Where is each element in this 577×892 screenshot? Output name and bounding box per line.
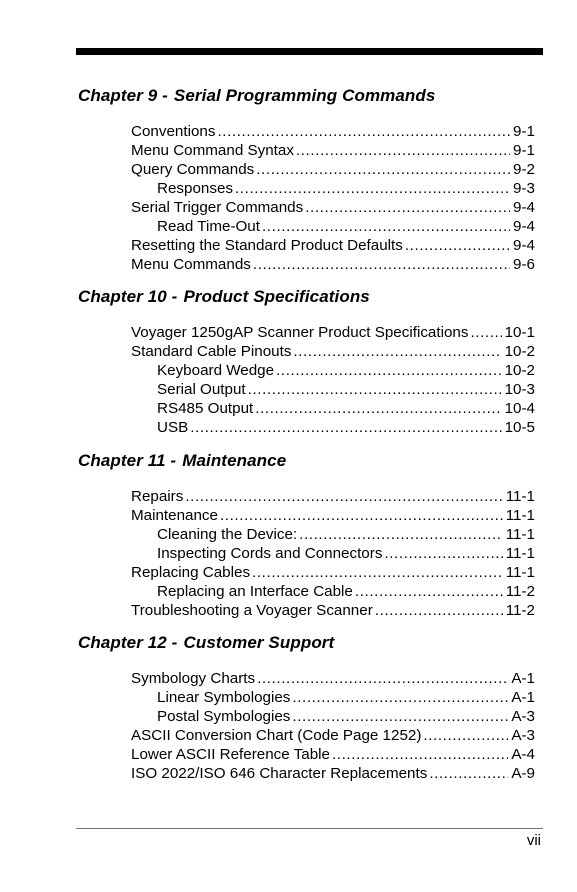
toc-entry-title: Troubleshooting a Voyager Scanner xyxy=(131,602,373,619)
toc-entry-title: Keyboard Wedge xyxy=(157,362,275,379)
toc-entry-title: Repairs xyxy=(131,488,184,505)
dot-leader xyxy=(256,160,510,179)
toc-entry[interactable] xyxy=(131,688,535,707)
toc-entry-title: Read Time-Out xyxy=(157,218,260,235)
toc-entry-page: 11-1 xyxy=(505,507,535,524)
toc-entry-page: 9-6 xyxy=(513,256,535,273)
toc-entry-page: A-3 xyxy=(511,708,535,725)
dot-leader xyxy=(384,544,502,563)
toc-entry[interactable] xyxy=(131,745,535,764)
dot-leader xyxy=(235,179,510,198)
toc-entry-page: 11-1 xyxy=(505,526,535,543)
toc-entry-page: 9-4 xyxy=(513,237,535,254)
toc-entry-title: Conventions xyxy=(131,123,216,140)
toc-entry[interactable] xyxy=(131,323,535,342)
chapter-title: Serial Programming Commands xyxy=(173,86,436,105)
dot-leader xyxy=(190,418,501,437)
chapter-label: Chapter 12 - xyxy=(78,633,178,652)
dot-leader xyxy=(276,361,502,380)
toc-entry-page: 11-1 xyxy=(505,564,535,581)
toc-entry[interactable] xyxy=(131,582,535,601)
toc-entry[interactable] xyxy=(131,160,535,179)
toc-entry-page: 9-1 xyxy=(513,142,535,159)
toc-entry-page: 9-1 xyxy=(513,123,535,140)
toc-entry-title: Replacing an Interface Cable xyxy=(157,583,353,600)
toc-entry-title: ISO 2022/ISO 646 Character Replacements xyxy=(131,765,428,782)
toc-entry-page: A-1 xyxy=(511,689,535,706)
toc-entry-title: Cleaning the Device: xyxy=(157,526,298,543)
toc-entry[interactable] xyxy=(131,380,535,399)
dot-leader xyxy=(292,707,508,726)
toc-entry-page: 10-4 xyxy=(504,400,535,417)
toc-entry-title: Linear Symbologies xyxy=(157,689,291,706)
dot-leader xyxy=(423,726,508,745)
toc-entry-title: Standard Cable Pinouts xyxy=(131,343,292,360)
toc-entry[interactable] xyxy=(131,418,535,437)
dot-leader xyxy=(255,399,501,418)
dot-leader xyxy=(332,745,508,764)
toc-entry[interactable] xyxy=(131,122,535,141)
toc-entry-page: A-1 xyxy=(511,670,535,687)
chapter-label: Chapter 10 - xyxy=(78,287,178,306)
dot-leader xyxy=(293,342,501,361)
chapter-label: Chapter 9 - xyxy=(78,86,168,105)
toc-entry-page: 10-2 xyxy=(504,343,535,360)
toc-entry[interactable] xyxy=(131,361,535,380)
toc-entry-title: ASCII Conversion Chart (Code Page 1252) xyxy=(131,727,422,744)
toc-entry-title: Symbology Charts xyxy=(131,670,256,687)
dot-leader xyxy=(305,198,510,217)
dot-leader xyxy=(429,764,508,783)
toc-entry-title: Serial Trigger Commands xyxy=(131,199,304,216)
chapter-12-entries xyxy=(131,669,535,783)
toc-entry[interactable] xyxy=(131,198,535,217)
dot-leader xyxy=(405,236,510,255)
dot-leader xyxy=(217,122,510,141)
toc-entry[interactable] xyxy=(131,179,535,198)
toc-entry-page: 10-3 xyxy=(504,381,535,398)
toc-entry-page: A-3 xyxy=(511,727,535,744)
toc-entry-page: 10-5 xyxy=(504,419,535,436)
chapter-11-heading xyxy=(78,451,286,471)
chapter-9-entries xyxy=(131,122,535,274)
chapter-title: Customer Support xyxy=(183,633,335,652)
toc-entry-page: 11-2 xyxy=(505,583,535,600)
toc-entry-title: RS485 Output xyxy=(157,400,254,417)
toc-entry[interactable] xyxy=(131,601,535,620)
dot-leader xyxy=(296,141,510,160)
dot-leader xyxy=(375,601,503,620)
page-number: vii xyxy=(526,832,541,849)
toc-entry-title: Inspecting Cords and Connectors xyxy=(157,545,383,562)
dot-leader xyxy=(252,563,503,582)
toc-entry[interactable] xyxy=(131,141,535,160)
toc-entry-title: Lower ASCII Reference Table xyxy=(131,746,330,763)
chapter-11-entries xyxy=(131,487,535,620)
chapter-12-heading xyxy=(78,633,334,653)
toc-entry-title: Replacing Cables xyxy=(131,564,251,581)
dot-leader xyxy=(292,688,508,707)
toc-entry-title: Maintenance xyxy=(131,507,218,524)
toc-entry[interactable] xyxy=(131,563,535,582)
top-rule xyxy=(76,48,543,55)
toc-entry-title: Menu Command Syntax xyxy=(131,142,294,159)
dot-leader xyxy=(185,487,502,506)
toc-entry[interactable] xyxy=(131,669,535,688)
chapter-label: Chapter 11 - xyxy=(78,451,177,470)
dot-leader xyxy=(262,217,510,236)
dot-leader xyxy=(248,380,502,399)
toc-entry-title: Resetting the Standard Product Defaults xyxy=(131,237,403,254)
bottom-rule xyxy=(76,828,543,829)
chapter-9-heading xyxy=(78,86,435,106)
toc-entry-title: USB xyxy=(157,419,189,436)
dot-leader xyxy=(355,582,503,601)
toc-entry-page: 11-1 xyxy=(505,488,535,505)
toc-entry-title: Query Commands xyxy=(131,161,255,178)
toc-entry[interactable] xyxy=(131,506,535,525)
toc-entry-page: 9-4 xyxy=(513,199,535,216)
toc-entry-title: Serial Output xyxy=(157,381,246,398)
toc-entry[interactable] xyxy=(131,399,535,418)
toc-entry-page: 9-2 xyxy=(513,161,535,178)
toc-entry-page: A-4 xyxy=(511,746,535,763)
dot-leader xyxy=(257,669,508,688)
toc-entry-page: 9-4 xyxy=(513,218,535,235)
dot-leader xyxy=(220,506,503,525)
toc-entry-page: A-9 xyxy=(511,765,535,782)
toc-entry-title: Menu Commands xyxy=(131,256,251,273)
toc-entry-title: Postal Symbologies xyxy=(157,708,291,725)
toc-entry-page: 11-2 xyxy=(505,602,535,619)
chapter-10-entries xyxy=(131,323,535,437)
toc-entry-page: 10-1 xyxy=(504,324,535,341)
dot-leader xyxy=(253,255,510,274)
dot-leader xyxy=(299,525,503,544)
chapter-10-heading xyxy=(78,287,370,307)
toc-entry-title: Responses xyxy=(157,180,233,197)
toc-entry[interactable] xyxy=(131,726,535,745)
toc-entry[interactable] xyxy=(131,544,535,563)
toc-entry-page: 10-2 xyxy=(504,362,535,379)
toc-entry[interactable] xyxy=(131,255,535,274)
chapter-title: Maintenance xyxy=(182,451,287,470)
toc-entry[interactable] xyxy=(131,764,535,783)
toc-entry[interactable] xyxy=(131,236,535,255)
toc-entry[interactable] xyxy=(131,487,535,506)
dot-leader xyxy=(470,323,501,342)
chapter-title: Product Specifications xyxy=(183,287,370,306)
toc-entry[interactable] xyxy=(131,707,535,726)
toc-entry[interactable] xyxy=(131,217,535,236)
toc-entry[interactable] xyxy=(131,525,535,544)
toc-entry-page: 9-3 xyxy=(513,180,535,197)
toc-entry-page: 11-1 xyxy=(505,545,535,562)
toc-entry[interactable] xyxy=(131,342,535,361)
toc-entry-title: Voyager 1250gAP Scanner Product Specifications xyxy=(131,324,469,341)
